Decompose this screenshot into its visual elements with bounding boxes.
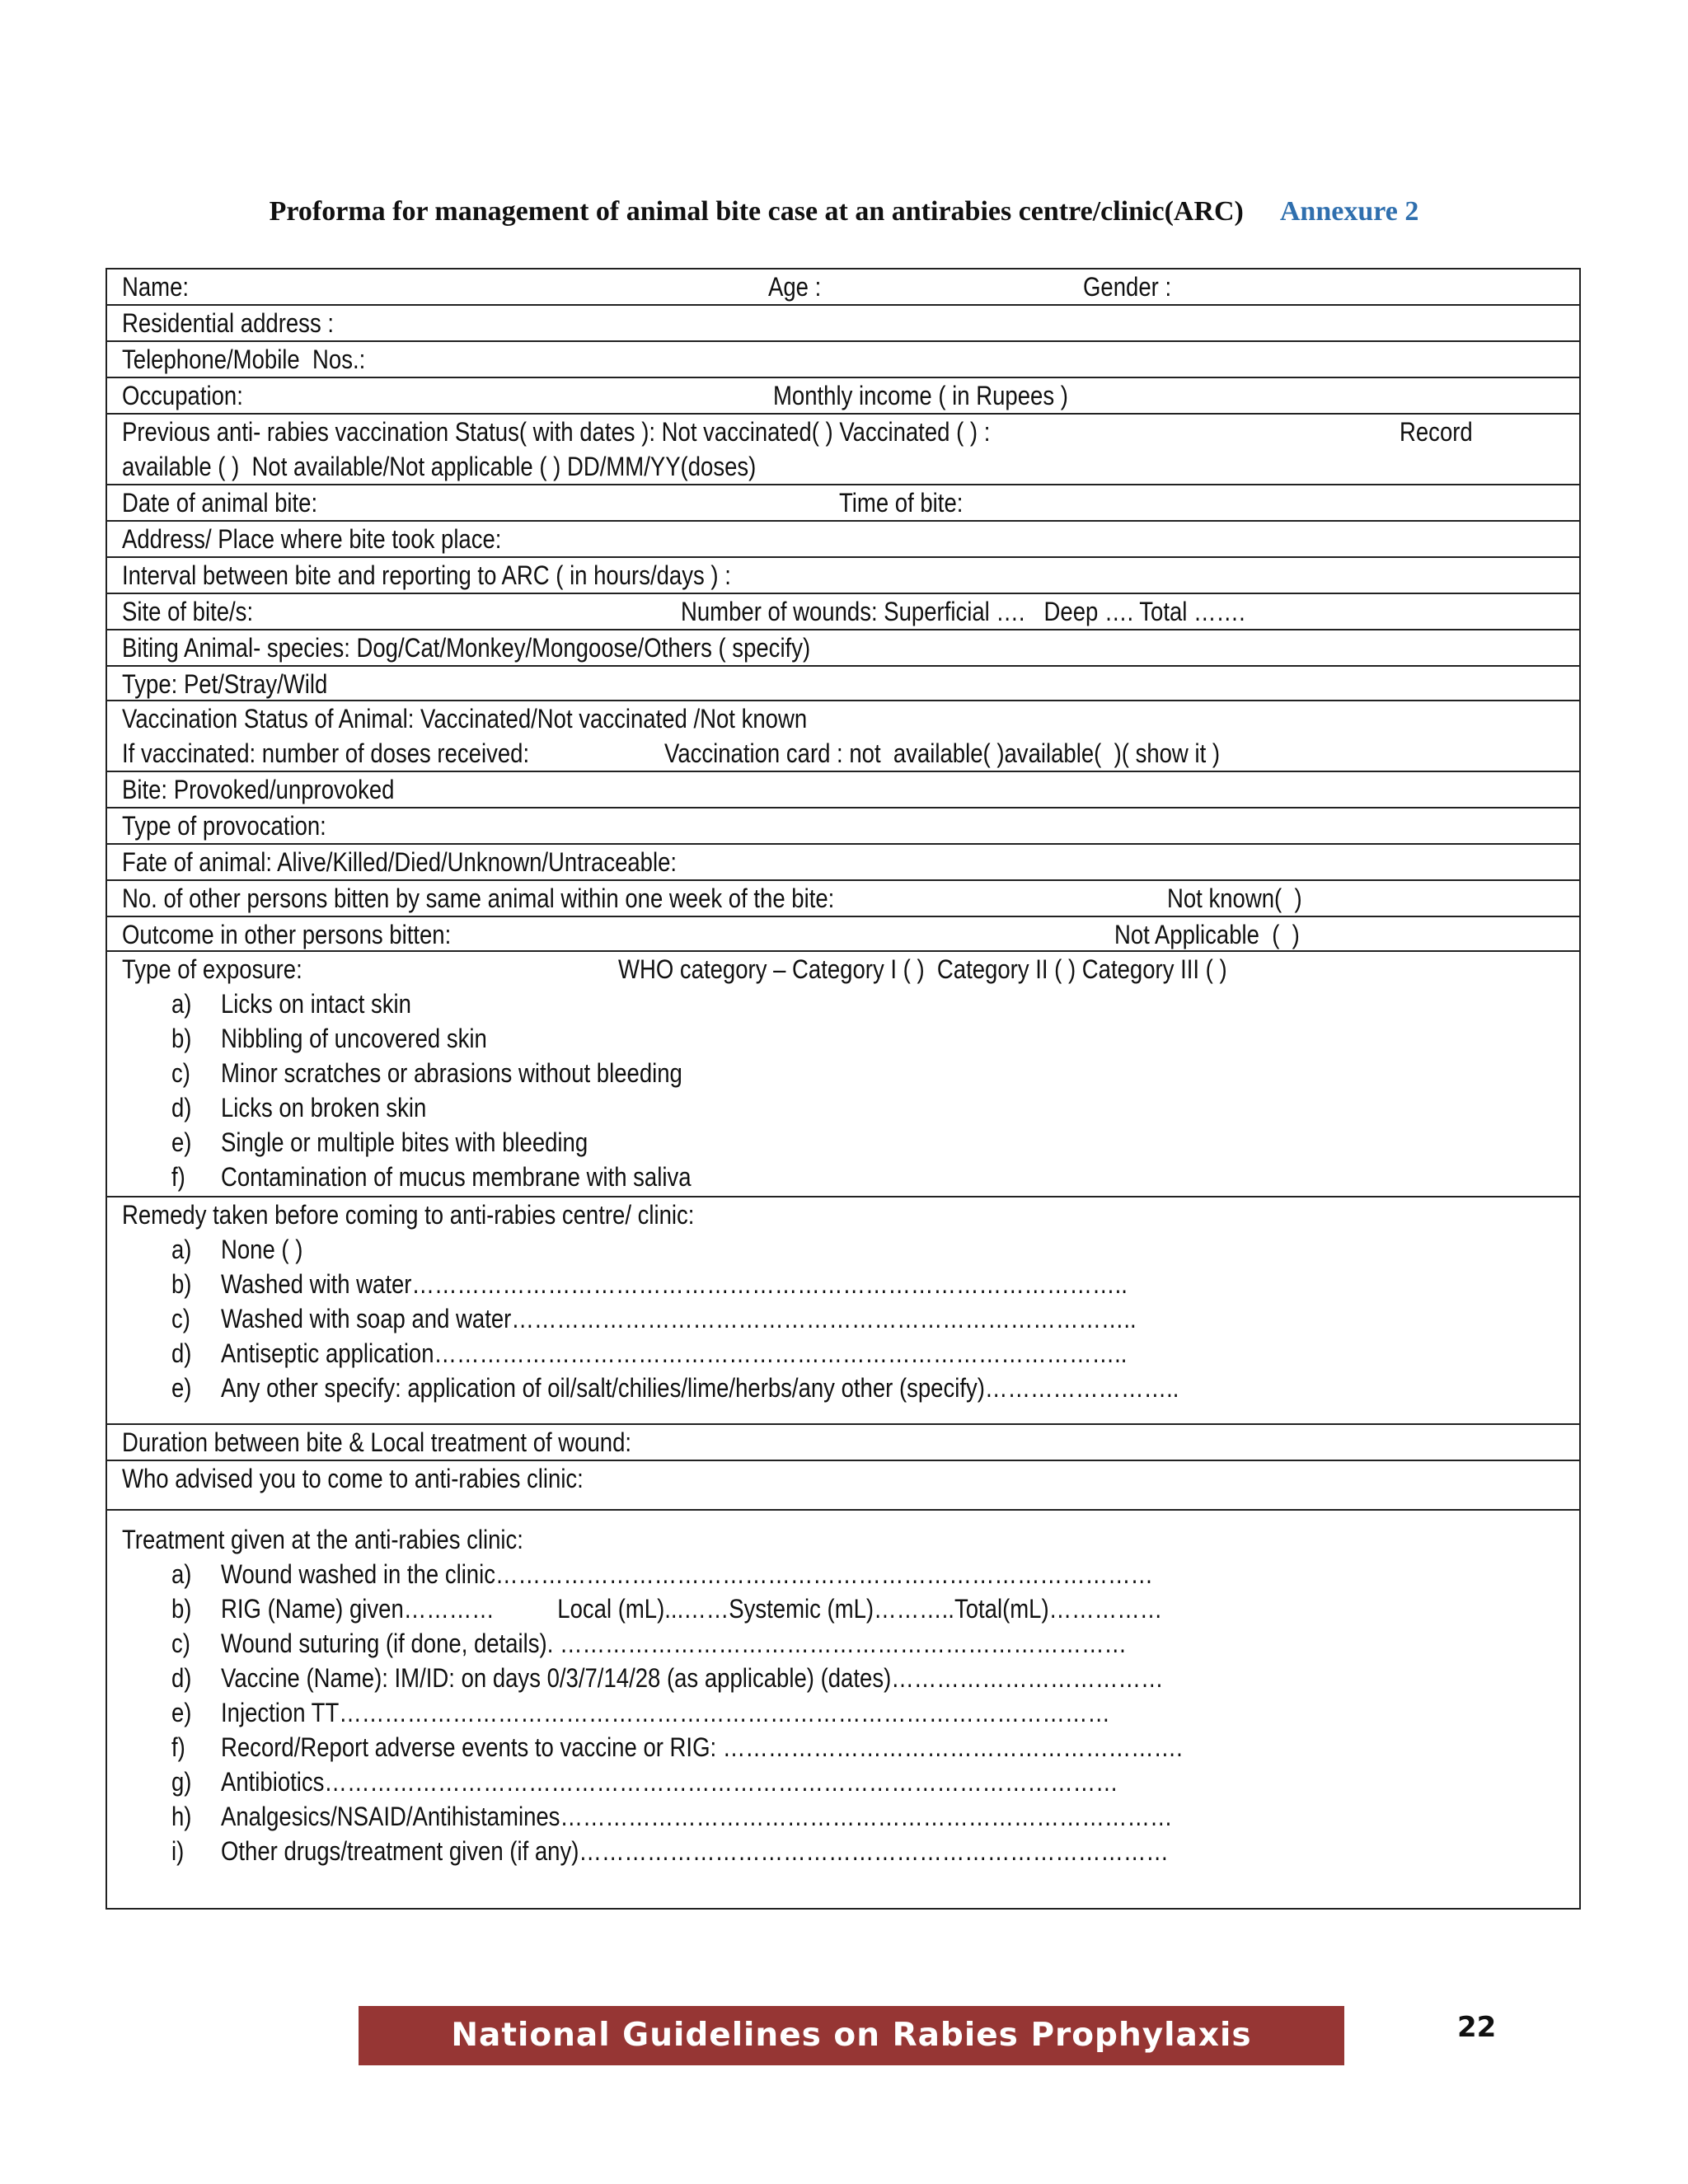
time-of-bite-field[interactable]: Time of bite:	[839, 488, 964, 518]
treatment-item[interactable]: Injection TT…………………………………………………………………………………………	[221, 1698, 1110, 1727]
previous-vaccination-line2: available ( ) Not available/Not applicable ( ) DD/MM/YY(doses)	[122, 452, 757, 481]
remedy-item[interactable]: Antiseptic application………………………………………………………………………………..	[221, 1338, 1128, 1368]
treatment-item[interactable]: Analgesics/NSAID/Antihistamines………………………………………………………………………	[221, 1802, 1173, 1831]
remedy-item[interactable]: Washed with water…………………………………………………………………………………..	[221, 1269, 1128, 1299]
date-of-bite-field[interactable]: Date of animal bite:	[122, 488, 318, 518]
treatment-letter: g)	[171, 1767, 192, 1797]
interval-field[interactable]: Interval between bite and reporting to ARC ( in hours/days ) :	[122, 560, 731, 590]
exposure-letter: c)	[171, 1058, 190, 1088]
treatment-item[interactable]: Vaccine (Name): IM/ID: on days 0/3/7/14/28 (as applicable) (dates)………………………………	[221, 1663, 1164, 1693]
fate-of-animal-field[interactable]: Fate of animal: Alive/Killed/Died/Unknown/Untraceable:	[122, 847, 678, 877]
form-row-provocation-type	[107, 808, 1579, 845]
treatment-letter: h)	[171, 1802, 192, 1831]
age-field[interactable]: Age :	[768, 272, 822, 302]
exposure-letter: a)	[171, 989, 192, 1019]
place-of-bite-field[interactable]: Address/ Place where bite took place:	[122, 524, 502, 554]
residential-address-field[interactable]: Residential address :	[122, 308, 334, 338]
treatment-letter: a)	[171, 1559, 192, 1589]
form-row-who-advised	[107, 1461, 1579, 1511]
proforma-title: Proforma for management of animal bite case at an antirabies centre/clinic(ARC)	[269, 196, 1244, 227]
who-category-options[interactable]: WHO category – Category I ( ) Category II ( ) Category III ( )	[618, 954, 1227, 984]
remedy-letter: d)	[171, 1338, 192, 1368]
type-of-exposure-label: Type of exposure:	[122, 954, 302, 984]
remedy-item[interactable]: Any other specify: application of oil/salt/chilies/lime/herbs/any other (specify)……………………..	[221, 1373, 1179, 1403]
animal-vaccination-status-field[interactable]: Vaccination Status of Animal: Vaccinated/Not vaccinated /Not known	[122, 704, 808, 733]
page-number: 22	[1457, 2011, 1497, 2044]
form-row-address	[107, 306, 1579, 342]
not-known-option[interactable]: Not known( )	[1167, 883, 1302, 913]
number-of-wounds-field[interactable]: Number of wounds: Superficial …. Deep …. Total …….	[681, 597, 1245, 626]
remedy-letter: c)	[171, 1304, 190, 1333]
form-row-interval	[107, 558, 1579, 594]
form-row-biting-animal	[107, 630, 1579, 667]
outcome-other-field[interactable]: Outcome in other persons bitten:	[122, 920, 452, 949]
exposure-item: Contamination of mucus membrane with saliva	[221, 1162, 692, 1192]
occupation-field[interactable]: Occupation:	[122, 381, 243, 410]
doses-received-field[interactable]: If vaccinated: number of doses received:	[122, 738, 530, 768]
treatment-letter: f)	[171, 1732, 185, 1762]
form-row-duration-local	[107, 1425, 1579, 1461]
form-row-other-persons	[107, 881, 1579, 917]
name-field[interactable]: Name:	[122, 272, 190, 302]
form-row-name	[107, 269, 1579, 306]
monthly-income-field[interactable]: Monthly income ( in Rupees )	[773, 381, 1068, 410]
previous-vaccination-record: Record	[1400, 417, 1473, 447]
form-row-site-of-bite	[107, 594, 1579, 630]
telephone-field[interactable]: Telephone/Mobile Nos.:	[122, 344, 366, 374]
form-row-remedy	[107, 1197, 1579, 1425]
exposure-item: Licks on intact skin	[221, 989, 411, 1019]
exposure-letter: d)	[171, 1093, 192, 1122]
exposure-item: Licks on broken skin	[221, 1093, 427, 1122]
treatment-item[interactable]: Wound suturing (if done, details). …………………………………………………………………	[221, 1629, 1127, 1658]
treatment-item[interactable]: Wound washed in the clinic……………………………………………………………………………	[221, 1559, 1154, 1589]
proforma-form	[106, 268, 1581, 1910]
form-row-place-of-bite	[107, 522, 1579, 558]
treatment-letter: i)	[171, 1836, 185, 1866]
provocation-type-field[interactable]: Type of provocation:	[122, 811, 326, 841]
treatment-letter: b)	[171, 1594, 192, 1624]
page-heading	[0, 196, 1688, 227]
treatment-letter: c)	[171, 1629, 190, 1658]
treatment-title: Treatment given at the anti-rabies clinic:	[122, 1525, 523, 1554]
other-persons-field[interactable]: No. of other persons bitten by same animal within one week of the bite:	[122, 883, 835, 913]
treatment-item[interactable]: Record/Report adverse events to vaccine or RIG: …………………………………………………….	[221, 1732, 1183, 1762]
form-row-treatment	[107, 1511, 1579, 1908]
remedy-letter: a)	[171, 1235, 192, 1264]
exposure-letter: f)	[171, 1162, 185, 1192]
form-row-type	[107, 667, 1579, 701]
previous-vaccination-line1: Previous anti- rabies vaccination Status( with dates ): Not vaccinated( ) Vaccinated ( ) :	[122, 417, 991, 447]
site-of-bite-field[interactable]: Site of bite/s:	[122, 597, 254, 626]
form-row-occupation	[107, 378, 1579, 415]
who-advised-field[interactable]: Who advised you to come to anti-rabies clinic:	[122, 1464, 584, 1493]
vaccination-card-field[interactable]: Vaccination card : not available( )available( )( show it )	[664, 738, 1221, 768]
not-applicable-option[interactable]: Not Applicable ( )	[1114, 920, 1300, 949]
remedy-title: Remedy taken before coming to anti-rabies centre/ clinic:	[122, 1200, 695, 1230]
remedy-letter: e)	[171, 1373, 192, 1403]
bite-provoked-field[interactable]: Bite: Provoked/unprovoked	[122, 775, 395, 804]
exposure-item: Nibbling of uncovered skin	[221, 1024, 487, 1053]
remedy-item[interactable]: Washed with soap and water………………………………………………………………………..	[221, 1304, 1137, 1333]
gender-field[interactable]: Gender :	[1083, 272, 1172, 302]
remedy-item[interactable]: None ( )	[221, 1235, 303, 1264]
duration-local-field[interactable]: Duration between bite & Local treatment of wound:	[122, 1427, 632, 1457]
remedy-letter: b)	[171, 1269, 192, 1299]
annexure-label: Annexure 2	[1279, 196, 1419, 227]
form-row-fate-of-animal	[107, 845, 1579, 881]
treatment-item[interactable]: Antibiotics……………………………………………………………………………………………	[221, 1767, 1118, 1797]
form-row-animal-vaccination	[107, 701, 1579, 772]
treatment-letter: d)	[171, 1663, 192, 1693]
biting-animal-field[interactable]: Biting Animal- species: Dog/Cat/Monkey/Mongoose/Others ( specify)	[122, 633, 811, 663]
form-row-provoked	[107, 772, 1579, 808]
exposure-item: Minor scratches or abrasions without bleeding	[221, 1058, 682, 1088]
treatment-item[interactable]: RIG (Name) given………… Local (mL)...……Systemic (mL)………..Total(mL)……………	[221, 1594, 1163, 1624]
form-row-telephone	[107, 342, 1579, 378]
animal-type-field[interactable]: Type: Pet/Stray/Wild	[122, 669, 328, 699]
form-row-date-of-bite	[107, 485, 1579, 522]
exposure-item: Single or multiple bites with bleeding	[221, 1127, 588, 1157]
form-row-exposure	[107, 952, 1579, 1197]
treatment-item[interactable]: Other drugs/treatment given (if any)……………………………………………………………………	[221, 1836, 1169, 1866]
exposure-letter: e)	[171, 1127, 192, 1157]
form-row-outcome	[107, 917, 1579, 952]
treatment-letter: e)	[171, 1698, 192, 1727]
footer-banner: National Guidelines on Rabies Prophylaxis	[359, 2006, 1344, 2065]
exposure-letter: b)	[171, 1024, 192, 1053]
form-row-previous-vaccination	[107, 415, 1579, 485]
